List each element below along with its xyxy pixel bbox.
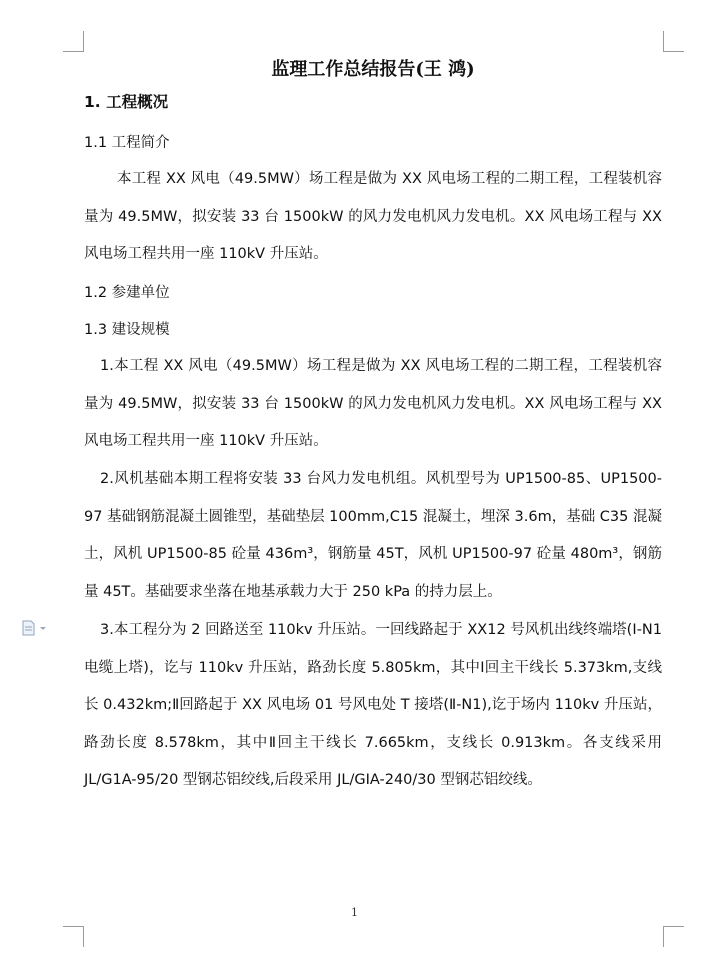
paragraph-item-2: 2.风机基础本期工程将安装 33 台风力发电机组。风机型号为 UP1500-85、UP1500-97 基础钢筋混凝土圆锥型，基础垫层 100mm,C15 混凝土，埋深 3.6m，基础 C35 混凝土，风机 UP1500-85 砼量 436m³，钢筋量 45T，风机 UP1500-97 砼量 480m³，钢筋量 45T。基础要求坐落在地基承载力大于 250 kPa 的持力层上。 bbox=[84, 471, 662, 600]
page-corner-mark-bottom-left bbox=[63, 926, 84, 947]
page-corner-mark-top-right bbox=[663, 31, 684, 52]
section-participating-units: 1.2 参建单位 bbox=[84, 285, 170, 301]
page-corner-mark-top-left bbox=[63, 31, 84, 52]
heading-project-overview: 1. 工程概况 bbox=[84, 93, 169, 111]
page-corner-mark-bottom-right bbox=[663, 926, 684, 947]
paragraph-item-1: 1.本工程 XX 风电（49.5MW）场工程是做为 XX 风电场工程的二期工程，工程装机容量为 49.5MW，拟安装 33 台 1500kW 的风力发电机风力发电机。XX 风电场工程与 XX 风电场工程共用一座 110kV 升压站。 bbox=[84, 358, 662, 449]
paragraph-item-3: 3.本工程分为 2 回路送至 110kv 升压站。一回线路起于 XX12 号风机出线终端塔(Ⅰ-N1 电缆上塔)，讫与 110kv 升压站，路劲长度 5.805km，其中Ⅰ回主干线长 5.373km,支线长 0.432km;Ⅱ回路起于 XX 风电场 01 号风电处 T 接塔(Ⅱ-N1),讫于场内 110kv 升压站，路劲长度 8.578km，其中Ⅱ回主干线长 7.665km，支线长 0.913km。各支线采用 JL/G1A-95/20 型钢芯铝绞线,后段采用 JL/GIA-240/30 型钢芯铝绞线。 bbox=[84, 622, 662, 788]
document-dropdown-icon[interactable] bbox=[21, 620, 51, 636]
section-project-intro: 1.1 工程简介 bbox=[84, 135, 170, 151]
section-construction-scale: 1.3 建设规模 bbox=[84, 322, 170, 338]
page-number: 1 bbox=[351, 906, 358, 919]
paragraph-project-intro: 本工程 XX 风电（49.5MW）场工程是做为 XX 风电场工程的二期工程，工程装机容量为 49.5MW，拟安装 33 台 1500kW 的风力发电机风力发电机。XX 风电场工程与 XX 风电场工程共用一座 110kV 升压站。 bbox=[84, 171, 662, 262]
document-title: 监理工作总结报告(王 鸿) bbox=[271, 59, 475, 80]
